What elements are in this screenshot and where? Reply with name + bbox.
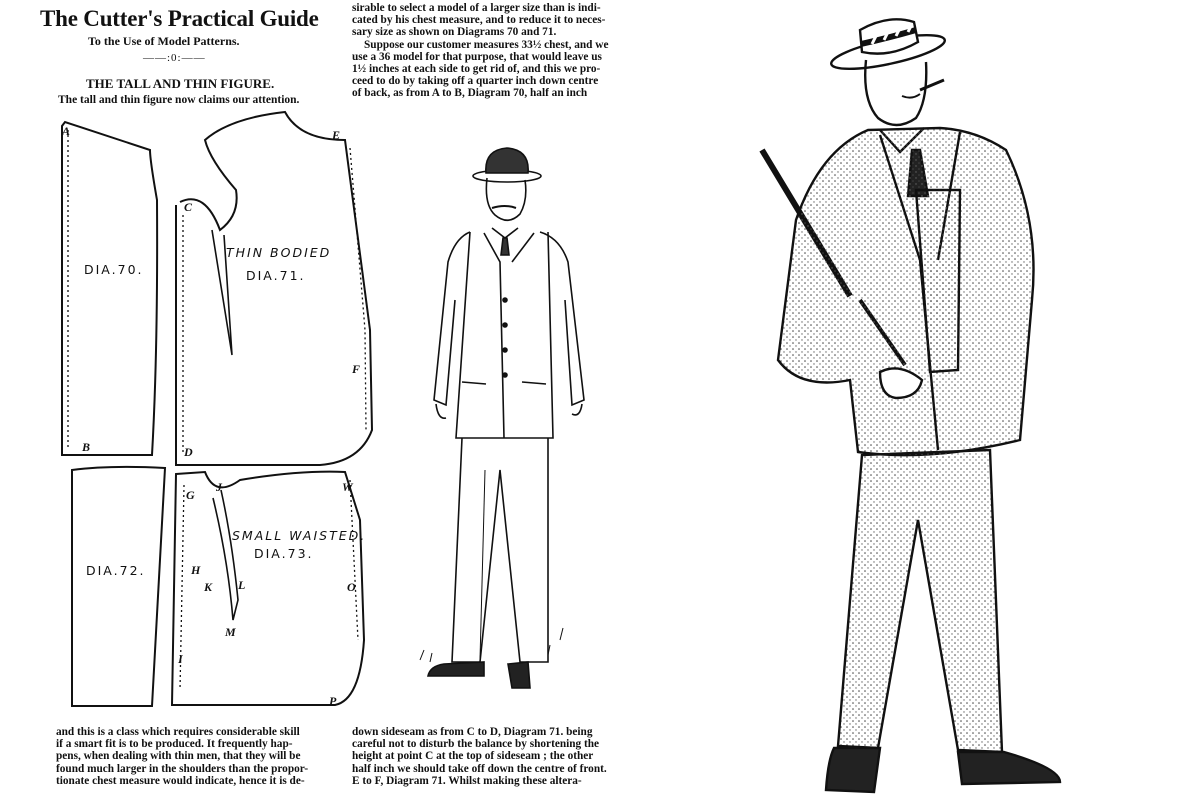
section-divider: ——:0:—— (143, 52, 206, 64)
dia70-label: DIA.70. (84, 262, 144, 277)
point-e: E (332, 128, 341, 142)
text-column-bottom-right: down sideseam as from C to D, Diagram 71. being careful not to disturb the balance by shortening the height at point C at the top of sideseam ; the other half inch we should take off down the centre of front. E to F, Diagram 71. Whilst making these altera- (352, 726, 607, 787)
text-column-top-right: sirable to select a model of a larger size than is indi- cated by his chest measure, and to reduce it to neces- sary size as shown on Diagrams 70 and 71. Suppose our customer measures 33½ chest, and we use a 36 model for that purpose, that would leave us 1½ inches at each side to get rid of, and this we pro- ceed to do by taking off a quarter inch down centre of back, as from A to B, Diagram 70, half an inch (352, 2, 609, 100)
point-f: F (352, 362, 361, 376)
point-i: I (178, 652, 183, 666)
point-b: B (82, 440, 91, 454)
point-w: W (342, 480, 353, 494)
dia73-label: DIA.73. (254, 546, 314, 561)
dia71-label: DIA.71. (246, 268, 306, 283)
point-d: D (184, 445, 193, 459)
point-k: K (204, 580, 213, 594)
dia72-label: DIA.72. (86, 563, 146, 578)
page-subtitle: To the Use of Model Patterns. (88, 34, 240, 48)
point-p: P (329, 694, 337, 708)
text-column-bottom-left: and this is a class which requires considerable skill if a smart fit is to be produced. It frequently hap- pens, when dealing with thin men, that they will be found much larger in the shoulders than the propor- tionate chest measure would indicate, hence it is de- (56, 726, 309, 787)
point-h: H (191, 563, 201, 577)
section-heading: THE TALL AND THIN FIGURE. (86, 76, 275, 91)
point-j: J (216, 480, 222, 494)
point-o: O (347, 580, 356, 594)
point-a: A (62, 124, 71, 138)
page-title: The Cutter's Practical Guide (40, 6, 319, 31)
point-l: L (238, 578, 246, 592)
intro-text: The tall and thin figure now claims our attention. (58, 94, 300, 106)
point-g: G (186, 488, 195, 502)
dia73-title: SMALL WAISTED. (232, 528, 367, 543)
point-m: M (225, 625, 236, 639)
dia71-title: THIN BODIED (226, 245, 332, 260)
point-c: C (184, 200, 193, 214)
